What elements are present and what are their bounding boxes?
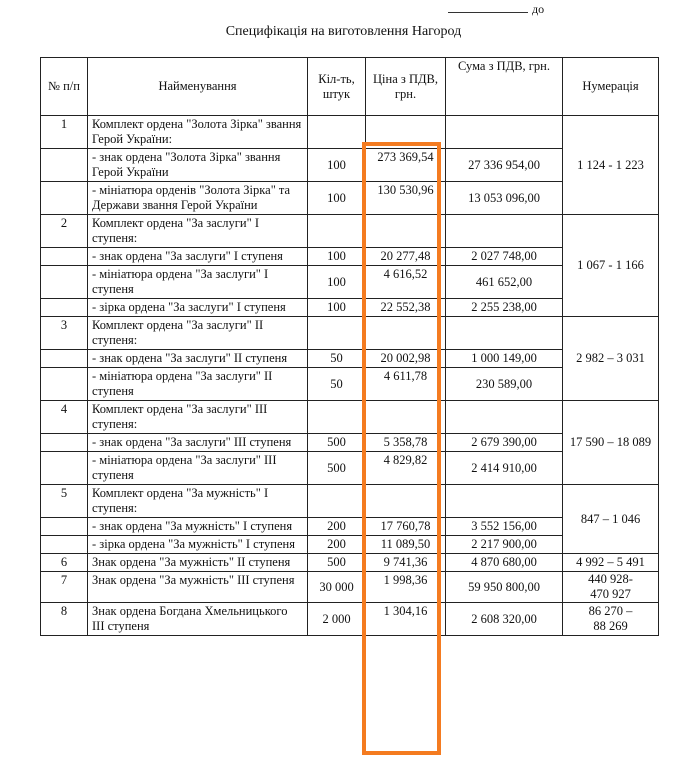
cell-name: Знак ордена "За мужність" ІІІ ступеня — [88, 572, 308, 603]
cell-no: 3 — [41, 317, 88, 350]
cell-name: - мініатюра ордена "За заслуги" ІІ ступеня — [88, 368, 308, 401]
cell-price: 22 552,38 — [366, 299, 446, 317]
cell-numbering: 4 992 – 5 491 — [563, 554, 659, 572]
cell-qty: 200 — [308, 518, 366, 536]
cell-qty: 100 — [308, 149, 366, 182]
cell-price: 11 089,50 — [366, 536, 446, 554]
cell-sum: 461 652,00 — [446, 266, 563, 299]
cell-qty: 2 000 — [308, 603, 366, 636]
cell-name: - знак ордена "За заслуги" І ступеня — [88, 248, 308, 266]
cell-sum: 27 336 954,00 — [446, 149, 563, 182]
page-title: Специфікація на виготовлення Нагород — [225, 24, 462, 39]
cell-qty: 100 — [308, 299, 366, 317]
table-header-row — [41, 58, 659, 116]
cell-name: Комплект ордена "За заслуги" І ступеня: — [88, 215, 308, 248]
cell-price: 1 998,36 — [366, 572, 446, 603]
cell-price — [366, 116, 446, 149]
cell-name: - зірка ордена "За заслуги" І ступеня — [88, 299, 308, 317]
cell-numbering: 86 270 – 88 269 — [563, 603, 659, 636]
cell-qty: 100 — [308, 248, 366, 266]
cell-sum: 13 053 096,00 — [446, 182, 563, 215]
cell-price: 9 741,36 — [366, 554, 446, 572]
cell-price: 273 369,54 — [366, 149, 446, 182]
cell-numbering: 440 928-470 927 — [563, 572, 659, 603]
cell-qty: 500 — [308, 434, 366, 452]
cell-no: 6 — [41, 554, 88, 572]
cell-qty: 100 — [308, 266, 366, 299]
cell-name: Комплект ордена "За заслуги" ІІ ступеня: — [88, 317, 308, 350]
table-row — [41, 572, 659, 603]
cell-numbering: 1 067 - 1 166 — [563, 215, 659, 317]
table-row — [41, 401, 659, 434]
col-header-name: Найменування — [88, 58, 308, 116]
cell-qty: 30 000 — [308, 572, 366, 603]
col-header-qty: Кіл-ть, штук — [308, 58, 366, 116]
col-header-number: № п/п — [41, 58, 88, 116]
cell-name: Знак ордена "За мужність" ІІ ступеня — [88, 554, 308, 572]
specification-table — [40, 57, 659, 636]
cell-name: - знак ордена "За заслуги" ІІІ ступеня — [88, 434, 308, 452]
cell-no: 8 — [41, 603, 88, 636]
cell-name: Комплект ордена "Золота Зірка" звання Герой України: — [88, 116, 308, 149]
cell-price: 5 358,78 — [366, 434, 446, 452]
cell-qty: 500 — [308, 554, 366, 572]
cell-sum: 1 000 149,00 — [446, 350, 563, 368]
table-row — [41, 215, 659, 248]
cell-price: 17 760,78 — [366, 518, 446, 536]
col-header-numbering: Нумерація — [563, 58, 659, 116]
table-row — [41, 485, 659, 518]
cell-name: - знак ордена "Золота Зірка" звання Герой України — [88, 149, 308, 182]
cell-price: 1 304,16 — [366, 603, 446, 636]
cell-name: - зірка ордена "За мужність" І ступеня — [88, 536, 308, 554]
cell-no: 1 — [41, 116, 88, 149]
cell-sum: 230 589,00 — [446, 368, 563, 401]
cell-qty: 200 — [308, 536, 366, 554]
col-header-price: Ціна з ПДВ, грн. — [366, 58, 446, 116]
header-fragment — [430, 0, 687, 16]
header-fragment-text: до — [532, 2, 545, 16]
cell-no: 7 — [41, 572, 88, 603]
cell-name: Комплект ордена "За мужність" І ступеня: — [88, 485, 308, 518]
cell-sum: 2 027 748,00 — [446, 248, 563, 266]
cell-no: 5 — [41, 485, 88, 518]
cell-qty: 100 — [308, 182, 366, 215]
cell-sum: 2 255 238,00 — [446, 299, 563, 317]
cell-price: 4 616,52 — [366, 266, 446, 299]
cell-name: Знак ордена Богдана Хмельницького ІІІ ступеня — [88, 603, 308, 636]
cell-sum: 3 552 156,00 — [446, 518, 563, 536]
cell-price: 130 530,96 — [366, 182, 446, 215]
cell-sum — [446, 116, 563, 149]
cell-numbering: 1 124 - 1 223 — [563, 116, 659, 215]
cell-name: - знак ордена "За мужність" І ступеня — [88, 518, 308, 536]
cell-name: - знак ордена "За заслуги" ІІ ступеня — [88, 350, 308, 368]
table-row — [41, 317, 659, 350]
cell-numbering: 2 982 – 3 031 — [563, 317, 659, 401]
cell-qty — [308, 116, 366, 149]
cell-price: 4 611,78 — [366, 368, 446, 401]
cell-qty: 50 — [308, 368, 366, 401]
cell-sum: 2 217 900,00 — [446, 536, 563, 554]
cell-sum: 2 679 390,00 — [446, 434, 563, 452]
cell-sum: 4 870 680,00 — [446, 554, 563, 572]
cell-sum: 59 950 800,00 — [446, 572, 563, 603]
table-row — [41, 603, 659, 636]
cell-price: 4 829,82 — [366, 452, 446, 485]
cell-name: - мініатюра ордена "За заслуги" І ступеня — [88, 266, 308, 299]
cell-no: 2 — [41, 215, 88, 248]
table-row — [41, 116, 659, 149]
cell-price: 20 002,98 — [366, 350, 446, 368]
cell-numbering: 17 590 – 18 089 — [563, 401, 659, 485]
cell-name: - мініатюра орденів "Золота Зірка" та Держави звання Герой України — [88, 182, 308, 215]
cell-qty: 500 — [308, 452, 366, 485]
cell-price: 20 277,48 — [366, 248, 446, 266]
cell-sum: 2 608 320,00 — [446, 603, 563, 636]
cell-name: - мініатюра ордена "За заслуги" ІІІ ступеня — [88, 452, 308, 485]
table-row — [41, 554, 659, 572]
cell-sum: 2 414 910,00 — [446, 452, 563, 485]
cell-no: 4 — [41, 401, 88, 434]
cell-numbering: 847 – 1 046 — [563, 485, 659, 554]
col-header-sum: Сума з ПДВ, грн. — [446, 58, 563, 116]
cell-qty: 50 — [308, 350, 366, 368]
cell-name: Комплект ордена "За заслуги" ІІІ ступеня: — [88, 401, 308, 434]
